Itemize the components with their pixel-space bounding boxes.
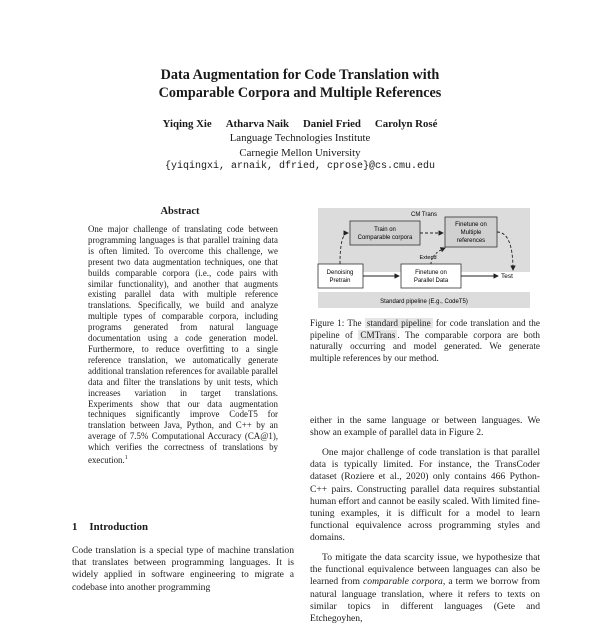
author-3: Daniel Fried — [303, 118, 361, 130]
finetune-multi-line-2: Multiple — [460, 230, 482, 236]
introduction-text: Code translation is a special type of machine translation that translates between programming languages. It is widely applied in software engineering to migrate a codebase into another programming — [72, 545, 294, 593]
train-box-line-1: Train on — [374, 227, 396, 233]
finetune-multi-line-1: Finetune on — [455, 222, 487, 228]
train-comparable-box — [350, 221, 420, 245]
finetune-parallel-line-2: Parallel Data — [413, 278, 449, 284]
caption-highlight-cmtrans: CMTrans — [360, 329, 396, 340]
section-number: 1 — [72, 521, 78, 533]
affiliation — [0, 131, 600, 175]
denoising-line-2: Pretrain — [329, 278, 351, 284]
section-title: Introduction — [89, 521, 149, 533]
pipeline-svg — [313, 204, 538, 312]
author-list — [0, 118, 600, 130]
cmtrans-label: CM Trans — [410, 212, 438, 218]
author-2: Atharva Naik — [225, 118, 289, 130]
abstract-body — [88, 224, 278, 466]
extend-label: Extend — [419, 255, 437, 261]
finetune-parallel-line-1: Finetune on — [415, 270, 447, 276]
right-column-paragraph-3 — [310, 552, 540, 625]
finetune-parallel-box — [401, 264, 461, 288]
paper-title — [0, 66, 600, 102]
para3-text-b: , a term we borrow from natural language translation, where it refers to texts on similar topics in different languages (Gete and Etchegoyhen, — [310, 576, 541, 625]
institute: Language Technologies Institute — [229, 132, 371, 144]
denoising-line-1: Denoising — [326, 270, 354, 276]
caption-suffix: . The comparable corpora are both naturally occurring and model generated. We generate multiple references by our method. — [310, 329, 541, 363]
standard-pipeline-label: Standard pipeline (E.g., CodeT5) — [380, 299, 468, 305]
title-line-1: Data Augmentation for Code Translation with — [160, 67, 440, 83]
test-label: Test — [501, 273, 513, 280]
caption-prefix: Figure 1: The — [310, 318, 362, 328]
author-4: Carolyn Rosé — [374, 118, 438, 130]
title-line-2: Comparable Corpora and Multiple References — [158, 85, 442, 101]
right-column-paragraph-2: One major challenge of code translation is that parallel data is typically limited. For instance, the TransCoder dataset (Roziere et al., 2020) only contains 466 Python-C++ pairs. Constructing parallel data requires substantial human effort and cannot be easily scaled. With limited fine-tuning examples, it is difficult for a model to learn functional equivalence across programming styles and domains. — [310, 447, 540, 544]
caption-mid: for code translation and the pipeline of — [310, 318, 540, 340]
abstract-heading: Abstract — [160, 206, 200, 217]
caption-highlight-standard: standard pipeline — [366, 318, 431, 328]
university: Carnegie Mellon University — [239, 146, 361, 159]
denoising-pretrain-box — [318, 264, 363, 288]
para3-emphasis: comparable corpora — [363, 576, 443, 588]
author-1: Yiqing Xie — [162, 118, 212, 130]
figure-1-caption — [310, 318, 540, 364]
finetune-multi-line-3: references — [456, 238, 486, 244]
right-column-paragraph-1: either in the same language or between languages. We show an example of parallel data in Figure 2. — [310, 415, 540, 439]
para3-text-a: To mitigate the data scarcity issue, we hypothesize that the functional equivalence between languages can also be learned from — [310, 552, 540, 588]
footnote-mark: 1 — [124, 455, 128, 462]
figure-1-diagram — [313, 204, 538, 312]
train-box-line-2: Comparable corpora — [357, 235, 413, 241]
abstract-text: One major challenge of translating code between programming languages is that parallel training data is often limited. To overcome this challenge, we present two data augmentation techniques, one that builds comparable corpora (i.e., code pairs with similar functionality), and another that augments existing parallel data with multiple reference translations. Specifically, we build and analyze multiple types of comparable corpora, including programs generated from natural language documentation using a code generation model. Furthermore, to reduce overfitting to a single reference translation, we automatically generate additional translation references for available parallel data and filter the translations by unit tests, which increases variation in target translations. Experiments show that our data augmentation techniques significantly improve CodeT5 for translation between Java, Python, and C++ by an average of 7.5% Computational Accuracy (CA@1), which verifies the correctness of translations by execution. — [88, 224, 278, 465]
section-heading-introduction — [72, 521, 160, 533]
email-list: {yiqingxi, arnaik, dfried, cprose}@cs.cmu.edu — [164, 161, 436, 172]
